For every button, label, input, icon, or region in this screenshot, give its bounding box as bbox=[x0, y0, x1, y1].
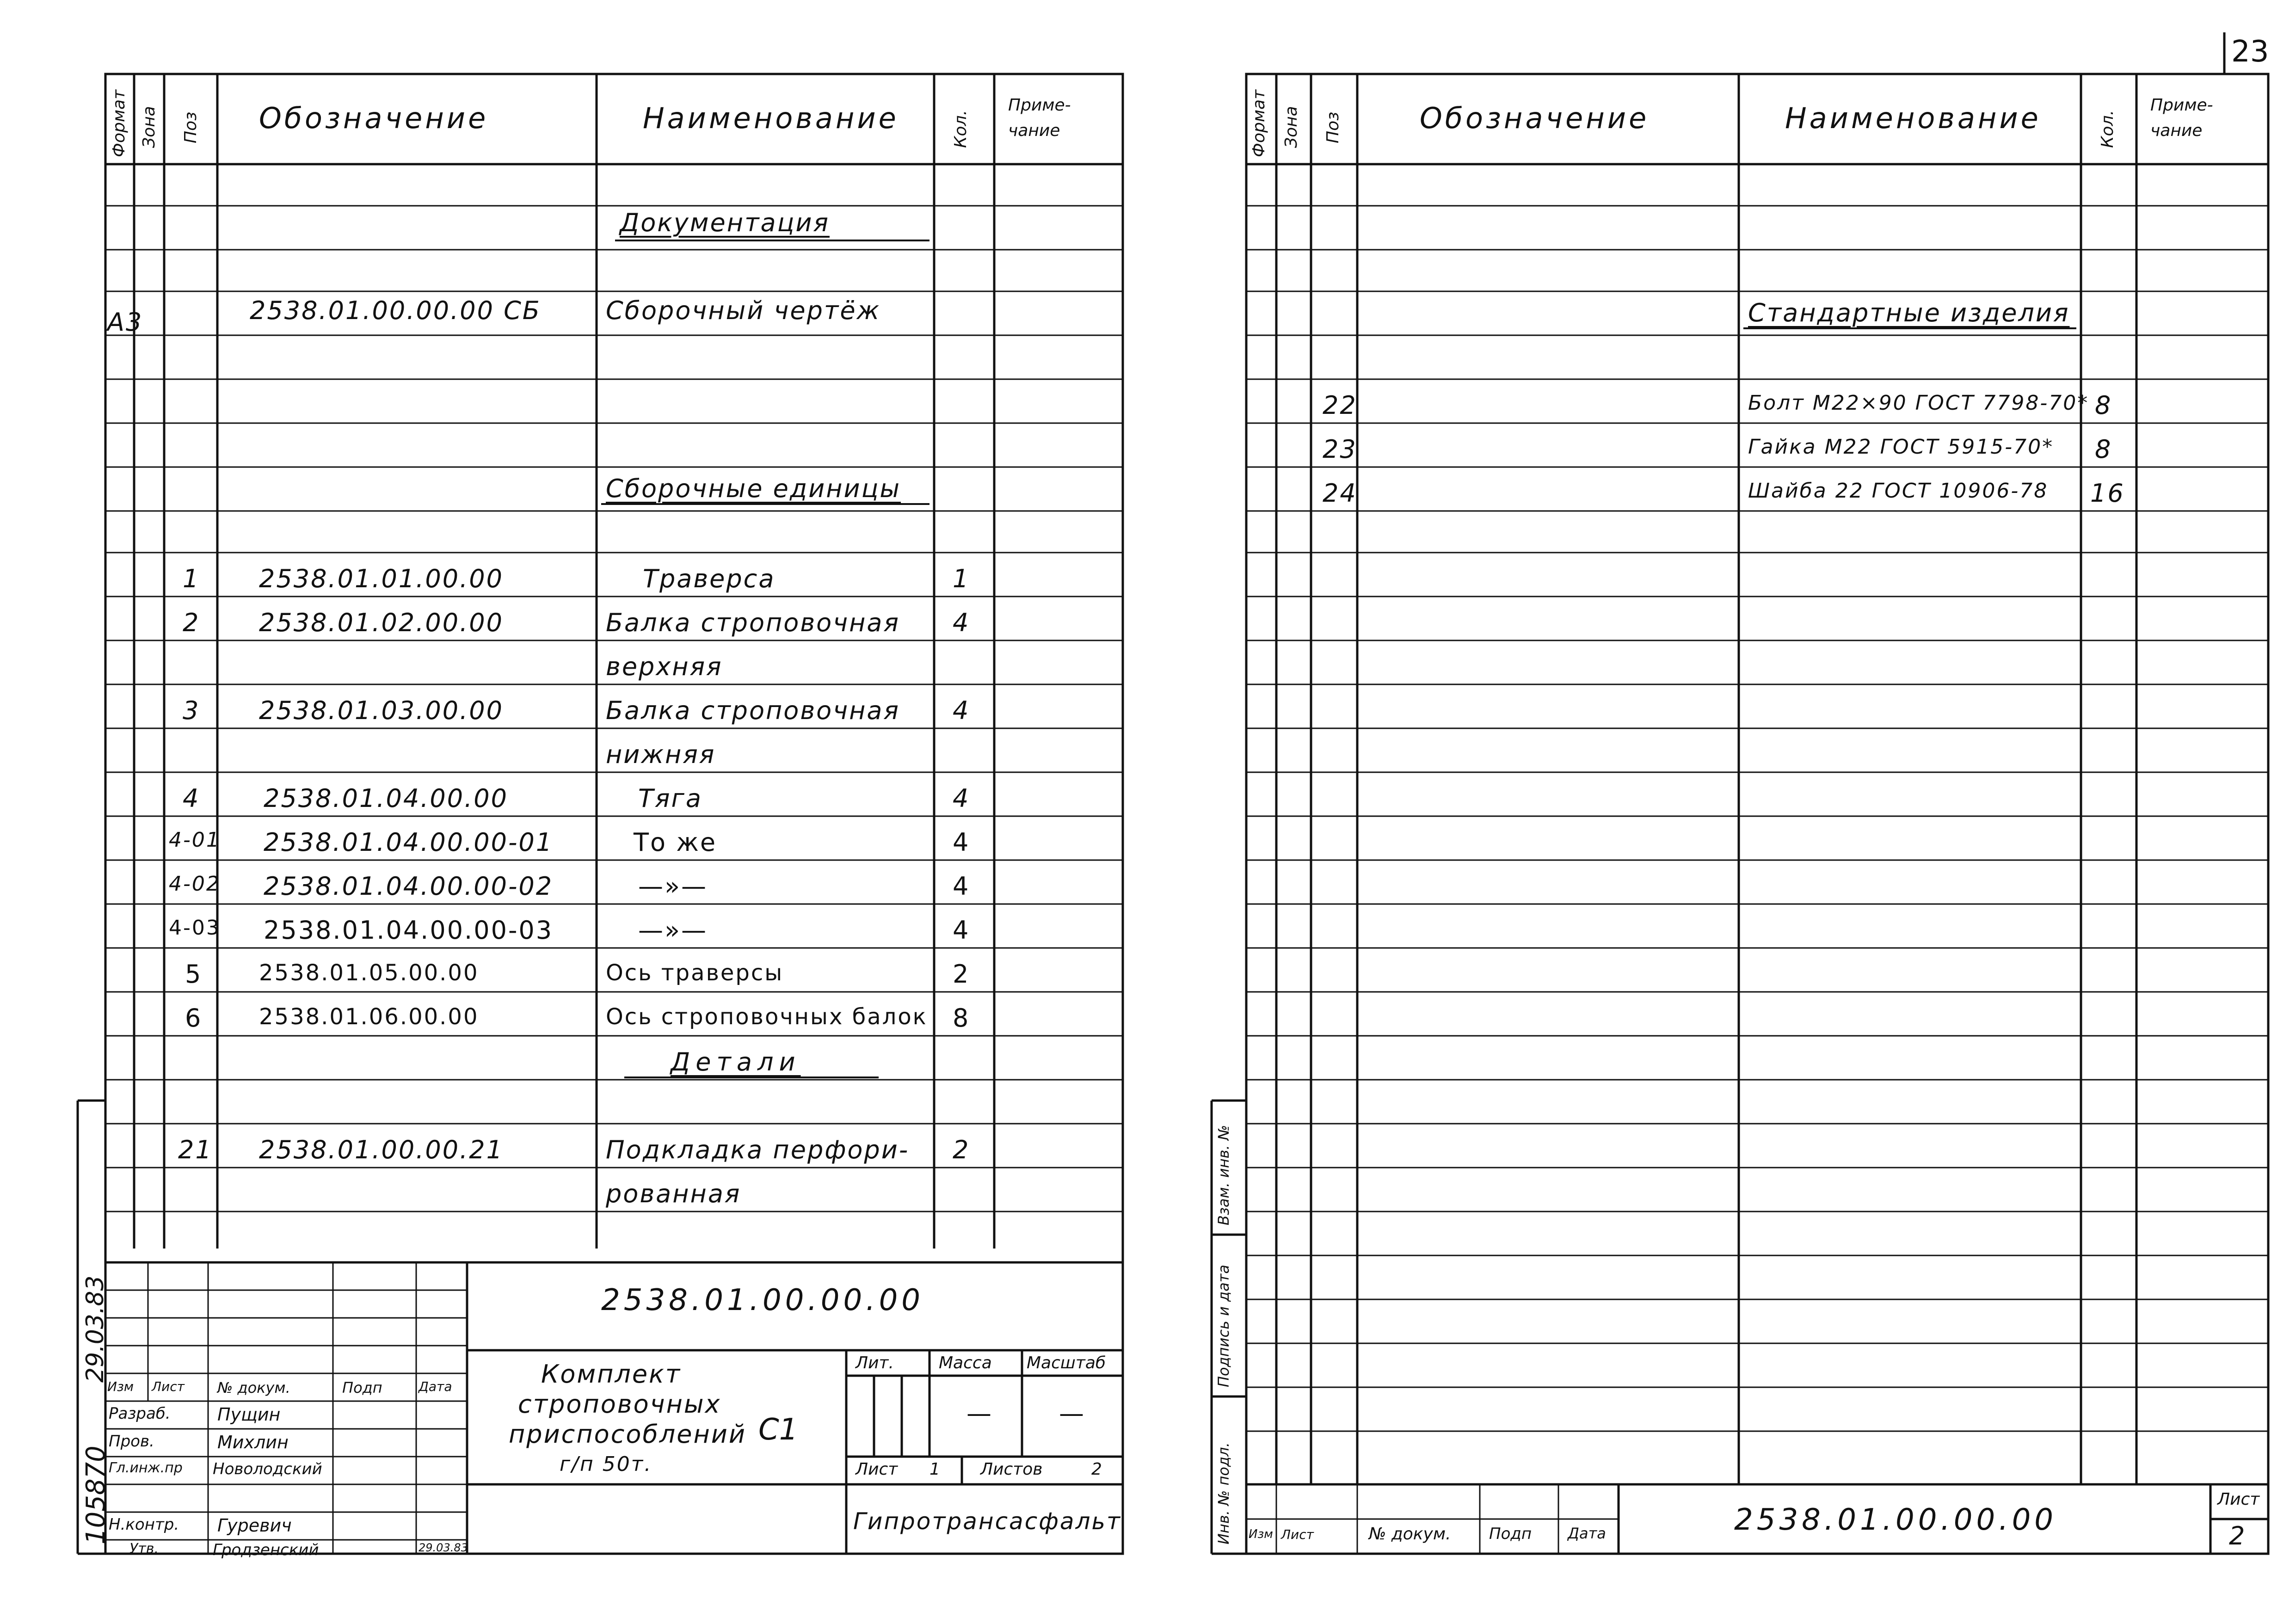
row-name: Балка строповочная bbox=[606, 608, 900, 637]
row-name: рованная bbox=[606, 1179, 741, 1208]
sub-header-sign: Подп bbox=[342, 1379, 382, 1396]
sheet-value: 1 bbox=[929, 1460, 940, 1479]
row-name: Сборочный чертёж bbox=[606, 296, 881, 325]
right-sheet-value: 2 bbox=[2229, 1521, 2247, 1550]
organization: Гипротрансасфальт bbox=[853, 1508, 1122, 1535]
row-designation: 2538.01.04.00.00-02 bbox=[264, 872, 554, 901]
person-name: Новолодский bbox=[213, 1460, 322, 1478]
section-assembly-units: Сборочные единицы bbox=[606, 474, 901, 503]
row-qty: 8 bbox=[2095, 435, 2112, 464]
row-pos: 4-02 bbox=[169, 872, 221, 896]
title-line-2: строповочных bbox=[518, 1390, 721, 1419]
section-details: Детали bbox=[671, 1047, 801, 1077]
row-qty: 4 bbox=[953, 828, 970, 857]
row-name: верхняя bbox=[606, 652, 723, 681]
row-pos: 22 bbox=[1323, 391, 1357, 420]
margin-date: 29.03.83 bbox=[81, 1275, 109, 1383]
person-role: Пров. bbox=[109, 1432, 154, 1451]
row-designation: 2538.01.02.00.00 bbox=[259, 608, 504, 637]
row-designation: 2538.01.04.00.00 bbox=[264, 784, 508, 813]
sub-header-doc-no: № докум. bbox=[217, 1379, 290, 1396]
person-role: Разраб. bbox=[109, 1404, 171, 1423]
section-documentation: Документация bbox=[620, 208, 830, 237]
sub-header-date: Дата bbox=[1568, 1525, 1606, 1542]
row-pos: 1 bbox=[183, 564, 200, 593]
right-document-code: 2538.01.00.00.00 bbox=[1734, 1503, 2057, 1537]
margin-label-replace: Взам. инв. № bbox=[1215, 1125, 1232, 1225]
margin-label-inv: Инв. № подл. bbox=[1215, 1442, 1232, 1544]
col-format-header: Формат bbox=[110, 89, 129, 157]
row-designation: 2538.01.06.00.00 bbox=[259, 1004, 479, 1030]
row-designation: 2538.01.00.00.21 bbox=[259, 1135, 504, 1164]
row-qty: 8 bbox=[2095, 391, 2112, 420]
row-pos: 21 bbox=[178, 1135, 213, 1164]
inventory-number: 105870 bbox=[81, 1446, 111, 1544]
row-name: Ось траверсы bbox=[606, 960, 784, 986]
row-designation: 2538.01.05.00.00 bbox=[259, 960, 479, 986]
row-name: —»— bbox=[638, 916, 708, 945]
sub-header-sign: Подп bbox=[1489, 1525, 1532, 1543]
col-designation-header: Обозначение bbox=[259, 101, 489, 135]
col-designation-header: Обозначение bbox=[1420, 101, 1650, 135]
row-pos: 4-01 bbox=[169, 828, 221, 852]
person-name: Гродзенский bbox=[213, 1541, 319, 1559]
row-format: А3 bbox=[107, 308, 143, 337]
row-qty: 2 bbox=[953, 960, 970, 989]
row-qty: 4 bbox=[953, 872, 970, 901]
row-qty: 4 bbox=[953, 608, 970, 637]
row-qty: 2 bbox=[953, 1135, 970, 1164]
right-sheet-label: Лист bbox=[2217, 1490, 2260, 1509]
col-zone-header: Зона bbox=[1282, 106, 1301, 148]
mass-label: Масса bbox=[939, 1353, 992, 1372]
row-name: Гайка М22 ГОСТ 5915-70* bbox=[1748, 435, 2054, 459]
col-pos-header: Поз bbox=[1323, 111, 1342, 143]
sub-header-list: Лист bbox=[152, 1379, 185, 1394]
row-qty: 8 bbox=[953, 1003, 970, 1033]
mass-value: — bbox=[966, 1399, 993, 1428]
col-name-header: Наименование bbox=[1785, 101, 2041, 135]
sub-header-doc-no: № докум. bbox=[1369, 1525, 1451, 1544]
row-qty: 4 bbox=[953, 784, 970, 813]
row-qty: 4 bbox=[953, 696, 970, 725]
lit-label: Лит. bbox=[856, 1353, 894, 1372]
person-name: Пущин bbox=[217, 1404, 281, 1425]
sheets-value: 2 bbox=[1091, 1460, 1102, 1479]
title-line-3: приспособлений bbox=[509, 1420, 746, 1449]
row-qty: 1 bbox=[953, 564, 970, 593]
row-pos: 2 bbox=[183, 608, 200, 637]
row-name: —»— bbox=[638, 872, 708, 901]
person-name: Гуревич bbox=[217, 1515, 292, 1536]
row-designation: 2538.01.03.00.00 bbox=[259, 696, 504, 725]
row-name: Траверса bbox=[643, 564, 776, 593]
col-note-header-2: чание bbox=[1008, 121, 1060, 140]
row-pos: 6 bbox=[185, 1003, 203, 1033]
row-designation: 2538.01.01.00.00 bbox=[259, 564, 504, 593]
section-standard-items: Стандартные изделия bbox=[1748, 298, 2070, 327]
row-designation: 2538.01.04.00.00-03 bbox=[264, 916, 554, 945]
row-name: Шайба 22 ГОСТ 10906-78 bbox=[1748, 479, 2049, 503]
row-pos: 4-03 bbox=[169, 916, 221, 940]
person-name: Михлин bbox=[217, 1432, 289, 1452]
person-date: 29.03.83 bbox=[419, 1541, 468, 1554]
col-qty-header: Кол. bbox=[2098, 110, 2117, 148]
row-designation: 2538.01.00.00.00 СБ bbox=[250, 296, 541, 325]
col-format-header: Формат bbox=[1250, 89, 1268, 157]
person-role: Н.контр. bbox=[109, 1515, 179, 1534]
page-number: 23 bbox=[2231, 35, 2269, 69]
sub-header-izm: Изм bbox=[1249, 1527, 1273, 1541]
col-name-header: Наименование bbox=[643, 101, 899, 135]
row-pos: 5 bbox=[185, 960, 203, 989]
person-role: Утв. bbox=[129, 1541, 159, 1557]
left-title-block-lines bbox=[78, 1101, 1123, 1557]
sub-header-list: Лист bbox=[1281, 1527, 1314, 1542]
row-pos: 24 bbox=[1323, 479, 1357, 508]
row-qty: 16 bbox=[2090, 479, 2125, 508]
row-name: нижняя bbox=[606, 740, 716, 769]
row-pos: 4 bbox=[183, 784, 200, 813]
document-code: 2538.01.00.00.00 bbox=[601, 1283, 924, 1317]
sheet-label: Лист bbox=[856, 1460, 898, 1479]
col-pos-header: Поз bbox=[181, 111, 200, 143]
col-note-header-1: Приме- bbox=[1008, 96, 1071, 115]
sheets-label: Листов bbox=[980, 1460, 1043, 1479]
col-zone-header: Зона bbox=[140, 106, 159, 148]
row-name: Подкладка перфори- bbox=[606, 1135, 910, 1164]
sub-header-izm: Изм bbox=[107, 1379, 134, 1394]
row-name: Балка строповочная bbox=[606, 696, 900, 725]
title-variant: С1 bbox=[758, 1413, 798, 1447]
row-designation: 2538.01.04.00.00-01 bbox=[264, 828, 554, 857]
row-name: Ось строповочных балок bbox=[606, 1004, 928, 1030]
section-underlines bbox=[601, 240, 2076, 1077]
scale-label: Масштаб bbox=[1027, 1353, 1106, 1372]
person-role: Гл.инж.пр bbox=[109, 1460, 183, 1476]
row-name: Тяга bbox=[638, 784, 702, 813]
title-line-1: Комплект bbox=[541, 1359, 682, 1389]
margin-label-sign: Подпись и дата bbox=[1215, 1264, 1232, 1387]
scale-value: — bbox=[1059, 1399, 1085, 1428]
title-capacity: г/п 50т. bbox=[560, 1452, 652, 1476]
row-qty: 4 bbox=[953, 916, 970, 945]
col-note-header-1: Приме- bbox=[2150, 96, 2213, 115]
col-note-header-2: чание bbox=[2150, 121, 2203, 140]
row-pos: 3 bbox=[183, 696, 200, 725]
row-name: Болт М22×90 ГОСТ 7798-70* bbox=[1748, 391, 2089, 415]
right-sheet-lines bbox=[1212, 32, 2268, 1554]
row-name: То же bbox=[634, 828, 717, 857]
col-qty-header: Кол. bbox=[951, 110, 970, 148]
sub-header-date: Дата bbox=[419, 1379, 452, 1394]
row-pos: 23 bbox=[1323, 435, 1357, 464]
